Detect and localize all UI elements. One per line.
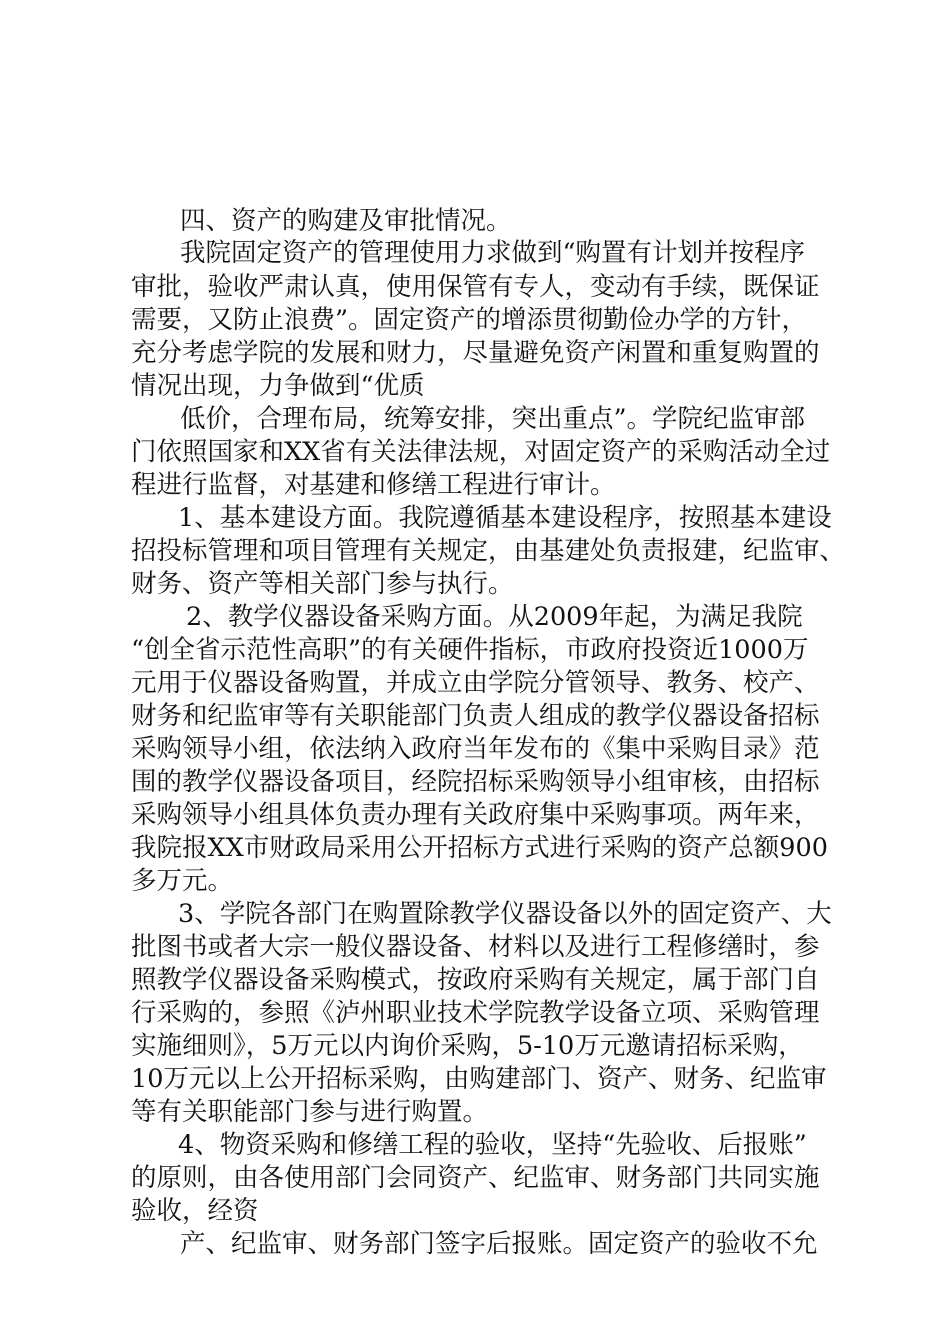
text-line: 等有关职能部门参与进行购置。 — [131, 1097, 489, 1127]
text-line: 充分考虑学院的发展和财力，尽量避免资产闲置和重复购置的 — [131, 338, 820, 368]
text-line: 财务、资产等相关部门参与执行。 — [131, 569, 514, 599]
text-line: “创全省示范性高职”的有关硬件指标，市政府投资近1000万 — [131, 635, 809, 665]
text-line: 我院固定资产的管理使用力求做到“购置有计划并按程序 — [180, 238, 806, 268]
text-line: 门依照国家和XX省有关法律法规，对固定资产的采购活动全过 — [131, 437, 831, 467]
text-line: 采购领导小组具体负责办理有关政府集中采购事项。两年来， — [131, 800, 820, 830]
text-line: 批图书或者大宗一般仪器设备、材料以及进行工程修缮时，参 — [131, 932, 820, 962]
text-line: 验收，经资 — [131, 1196, 259, 1226]
text-line: 情况出现，力争做到“优质 — [131, 371, 425, 401]
text-line: 采购领导小组，依法纳入政府当年发布的《集中采购目录》范 — [131, 734, 820, 764]
text-line: 产、纪监审、财务部门签字后报账。固定资产的验收不允 — [180, 1229, 818, 1259]
text-line: 10万元以上公开招标采购，由购建部门、资产、财务、纪监审 — [131, 1064, 827, 1094]
text-line: 4、物资采购和修缮工程的验收，坚持“先验收、后报账” — [178, 1130, 807, 1160]
text-line: 需要，又防止浪费”。固定资产的增添贯彻勤俭办学的方针， — [131, 305, 808, 335]
text-line: 多万元。 — [131, 866, 234, 896]
text-line: 招投标管理和项目管理有关规定，由基建处负责报建，纪监审、 — [131, 536, 846, 566]
text-line: 财务和纪监审等有关职能部门负责人组成的教学仪器设备招标 — [131, 701, 820, 731]
text-line: 的原则，由各使用部门会同资产、纪监审、财务部门共同实施 — [131, 1163, 820, 1193]
section-heading: 四、资产的购建及审批情况。 — [180, 206, 512, 236]
text-line: 程进行监督，对基建和修缮工程进行审计。 — [131, 470, 616, 500]
text-line: 实施细则》，5万元以内询价采购，5-10万元邀请招标采购， — [131, 1031, 804, 1061]
text-line: 2、教学仪器设备采购方面。从2009年起，为满足我院 — [186, 602, 803, 632]
text-line: 审批，验收严肃认真，使用保管有专人，变动有手续，既保证 — [131, 272, 820, 302]
text-line: 行采购的，参照《泸州职业技术学院教学设备立项、采购管理 — [131, 998, 820, 1028]
text-line: 围的教学仪器设备项目，经院招标采购领导小组审核，由招标 — [131, 767, 820, 797]
text-line: 低价，合理布局，统筹安排，突出重点”。学院纪监审部 — [180, 404, 806, 434]
text-line: 3、学院各部门在购置除教学仪器设备以外的固定资产、大 — [178, 899, 832, 929]
text-line: 我院报XX市财政局采用公开招标方式进行采购的资产总额900 — [131, 833, 828, 863]
text-line: 照教学仪器设备采购模式，按政府采购有关规定，属于部门自 — [131, 965, 820, 995]
text-line: 元用于仪器设备购置，并成立由学院分管领导、教务、校产、 — [131, 668, 820, 698]
text-line: 1、基本建设方面。我院遵循基本建设程序，按照基本建设 — [178, 503, 832, 533]
